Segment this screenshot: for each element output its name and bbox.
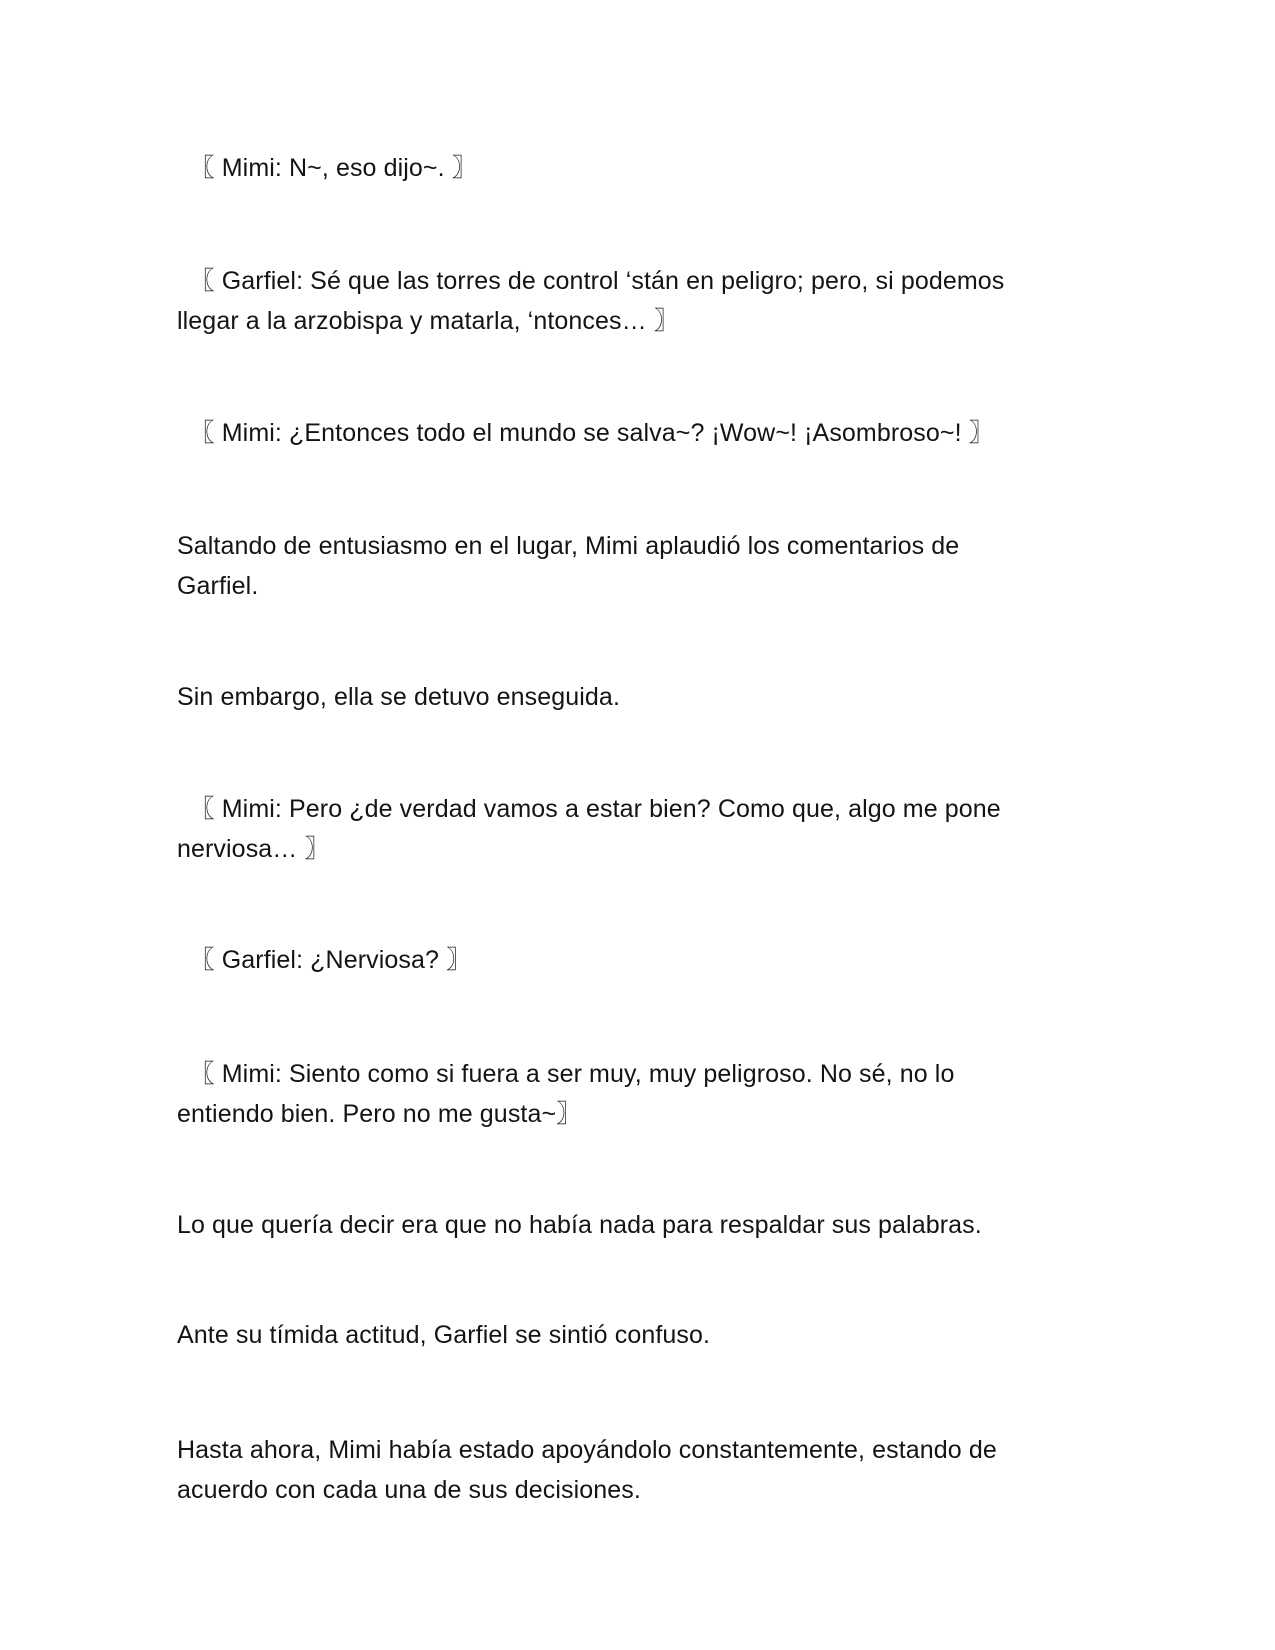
text-line: 〖 Garfiel: Sé que las torres de control ‘stán en peligro; pero, si podemos — [177, 267, 1005, 295]
text-line: 〖 Garfiel: ¿Nerviosa? 〗 — [177, 946, 472, 974]
text-line: 〖 Mimi: Pero ¿de verdad vamos a estar bien? Como que, algo me pone — [177, 795, 1001, 823]
dialogue-paragraph — [177, 413, 1077, 453]
text-line: Hasta ahora, Mimi había estado apoyándolo constantemente, estando de — [177, 1436, 997, 1464]
dialogue-paragraph — [177, 261, 1077, 341]
text-line: 〖 Mimi: Siento como si fuera a ser muy, muy peligroso. No sé, no lo — [177, 1060, 955, 1088]
text-line: entiendo bien. Pero no me gusta~〗 — [177, 1100, 582, 1128]
text-line: acuerdo con cada una de sus decisiones. — [177, 1476, 641, 1504]
dialogue-paragraph — [177, 789, 1077, 869]
text-line: Sin embargo, ella se detuvo enseguida. — [177, 683, 620, 711]
dialogue-paragraph — [177, 940, 1077, 980]
text-line: Ante su tímida actitud, Garfiel se sintió confuso. — [177, 1321, 711, 1349]
narration-paragraph — [177, 677, 1077, 717]
dialogue-paragraph — [177, 148, 1077, 188]
narration-paragraph — [177, 526, 1077, 606]
text-line: 〖 Mimi: N~, eso dijo~. 〗 — [177, 154, 477, 182]
text-line: Saltando de entusiasmo en el lugar, Mimi aplaudió los comentarios de — [177, 532, 960, 560]
text-line: nerviosa… 〗 — [177, 835, 330, 863]
text-line: Garfiel. — [177, 572, 259, 600]
dialogue-paragraph — [177, 1054, 1077, 1134]
narration-paragraph — [177, 1205, 1077, 1245]
text-line: Lo que quería decir era que no había nada para respaldar sus palabras. — [177, 1211, 982, 1239]
narration-paragraph — [177, 1430, 1077, 1510]
text-line: llegar a la arzobispa y matarla, ‘ntonces… 〗 — [177, 307, 679, 335]
text-line: 〖 Mimi: ¿Entonces todo el mundo se salva~? ¡Wow~! ¡Asombroso~! 〗 — [177, 419, 994, 447]
narration-paragraph — [177, 1315, 1077, 1355]
